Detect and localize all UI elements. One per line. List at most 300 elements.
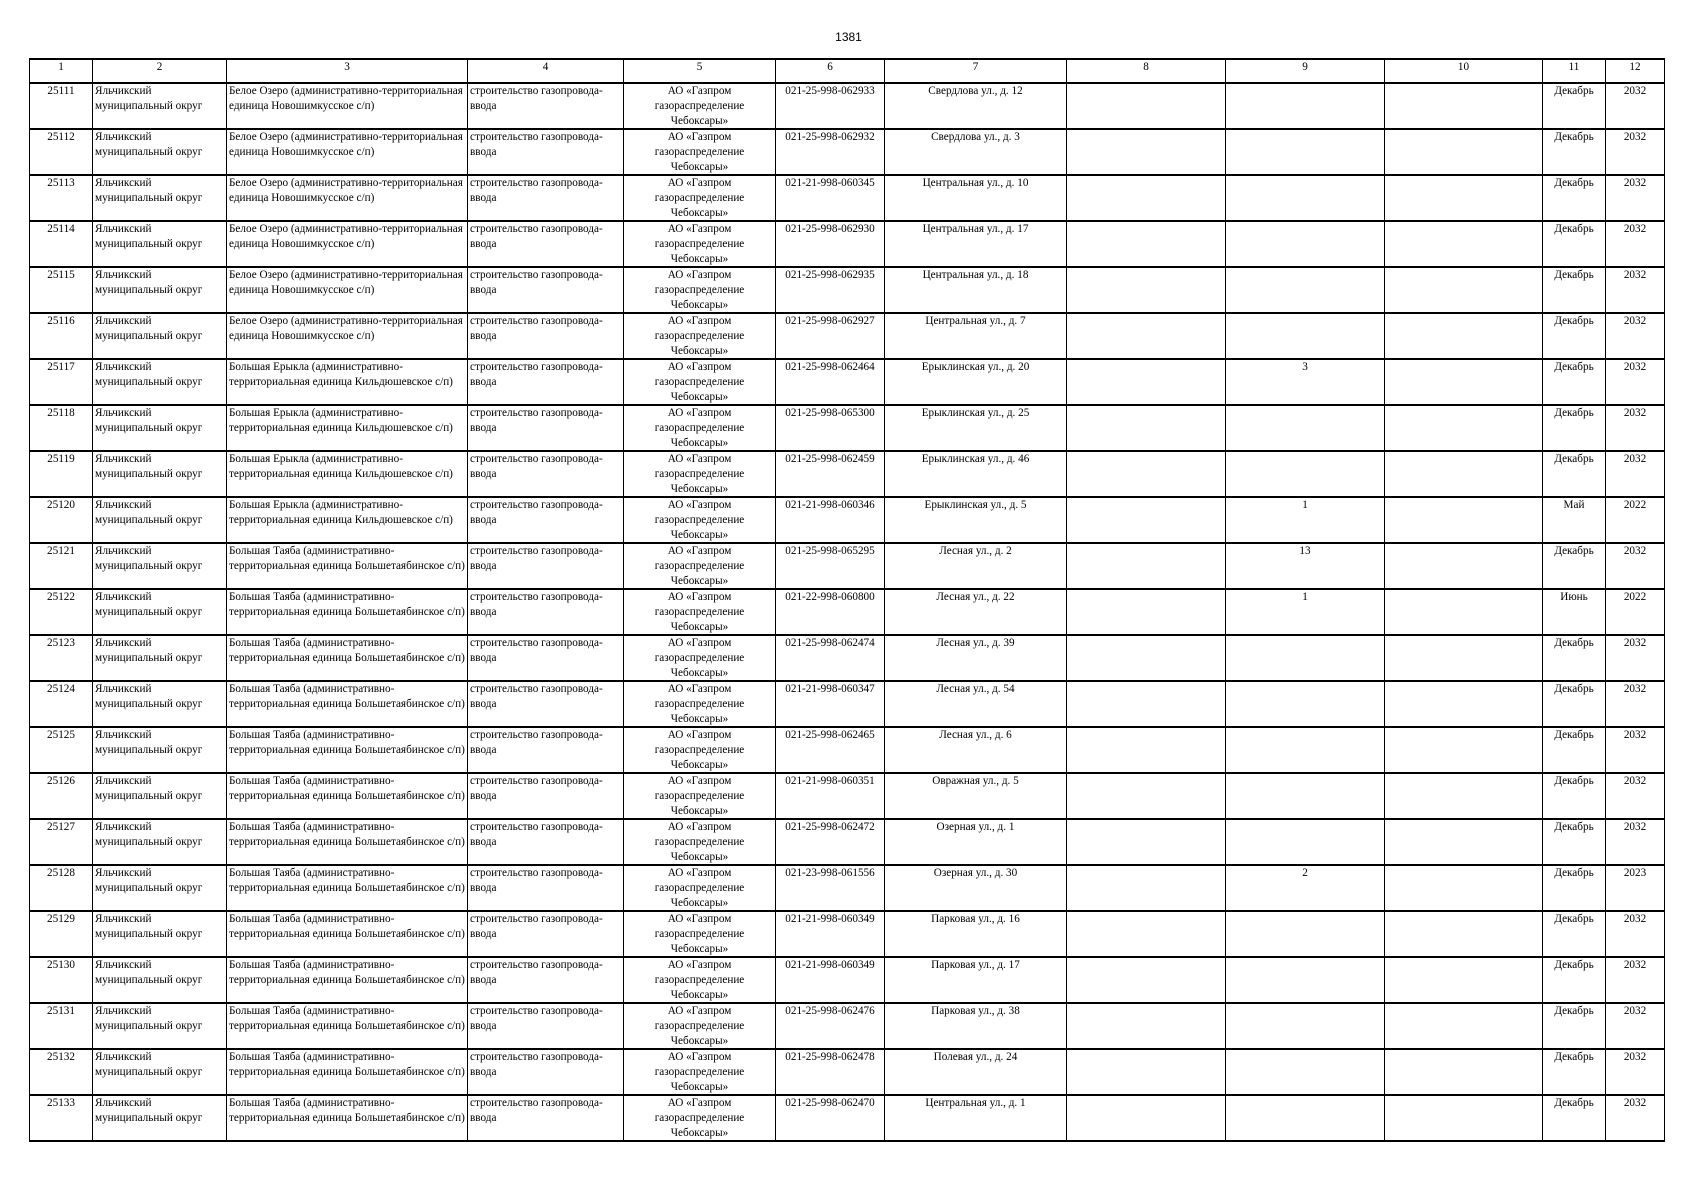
month-cell (1543, 635, 1606, 681)
row-number (30, 635, 93, 681)
column-9-cell-text (1228, 912, 1382, 956)
table-row (30, 773, 1665, 819)
row-number-text: 25120 (47, 499, 75, 511)
organization-cell-text: АО «Газпром газораспределение Чебоксары» (654, 913, 745, 955)
work-type-cell (468, 773, 624, 819)
column-9-cell-text (1228, 820, 1382, 864)
column-10-cell-text (1387, 130, 1540, 174)
address-cell-text: Озерная ул., д. 30 (933, 867, 1018, 879)
district-cell-text: Яльчикский муниципальный округ (95, 775, 203, 802)
month-cell (1543, 497, 1606, 543)
column-8-cell-text (1069, 590, 1223, 634)
address-cell (885, 83, 1067, 129)
work-type-cell (468, 727, 624, 773)
row-number (30, 727, 93, 773)
district-cell-text: Яльчикский муниципальный округ (95, 223, 203, 250)
row-number-text: 25112 (47, 131, 75, 143)
table-row (30, 543, 1665, 589)
year-cell-text: 2032 (1623, 407, 1647, 419)
year-cell-text: 2032 (1623, 821, 1647, 833)
locality-cell (227, 773, 468, 819)
address-cell-text: Овражная ул., д. 5 (932, 775, 1019, 787)
year-cell-text: 2032 (1623, 85, 1647, 97)
organization-cell (624, 635, 776, 681)
column-10-cell (1385, 865, 1543, 911)
object-code-cell-text: 021-25-998-062933 (785, 85, 875, 97)
column-9-cell-text (1228, 1096, 1382, 1140)
row-number (30, 1003, 93, 1049)
column-9-cell (1226, 83, 1385, 129)
district-cell-text: Яльчикский муниципальный округ (95, 269, 203, 296)
work-type-cell-text: строительство газопровода-ввода (470, 361, 603, 388)
year-cell (1606, 175, 1665, 221)
column-10-cell (1385, 1003, 1543, 1049)
month-cell-text: Декабрь (1554, 913, 1594, 925)
column-10-cell (1385, 129, 1543, 175)
year-cell (1606, 635, 1665, 681)
district-cell-text: Яльчикский муниципальный округ (95, 637, 203, 664)
column-9-cell (1226, 543, 1385, 589)
year-cell-text: 2022 (1623, 499, 1647, 511)
year-cell-text: 2032 (1623, 683, 1647, 695)
work-type-cell-text: строительство газопровода-ввода (470, 453, 603, 480)
month-cell (1543, 957, 1606, 1003)
work-type-cell-text: строительство газопровода-ввода (470, 775, 603, 802)
column-9-cell-text (1228, 268, 1382, 312)
work-type-cell-text: строительство газопровода-ввода (470, 315, 603, 342)
address-cell-text: Центральная ул., д. 10 (922, 177, 1029, 189)
work-type-cell (468, 83, 624, 129)
year-cell-text: 2032 (1623, 775, 1647, 787)
month-cell-text: Декабрь (1554, 177, 1594, 189)
address-cell-text: Ерыклинская ул., д. 20 (921, 361, 1030, 373)
organization-cell-text: АО «Газпром газораспределение Чебоксары» (654, 545, 745, 587)
month-cell-text: Декабрь (1554, 1051, 1594, 1063)
row-number (30, 819, 93, 865)
column-10-cell (1385, 221, 1543, 267)
object-code-cell (776, 865, 885, 911)
year-cell-text: 2032 (1623, 131, 1647, 143)
row-number (30, 543, 93, 589)
column-8-cell (1067, 543, 1226, 589)
month-cell (1543, 773, 1606, 819)
address-cell-text: Парковая ул., д. 17 (931, 959, 1020, 971)
column-8-cell (1067, 175, 1226, 221)
district-cell (93, 405, 227, 451)
month-cell-text: Декабрь (1554, 637, 1594, 649)
month-cell-text: Декабрь (1554, 683, 1594, 695)
organization-cell (624, 865, 776, 911)
object-code-cell (776, 359, 885, 405)
column-9-cell (1226, 1049, 1385, 1095)
year-cell-text: 2032 (1623, 453, 1647, 465)
object-code-cell-text: 021-25-998-062476 (785, 1005, 875, 1017)
table-row (30, 1003, 1665, 1049)
column-header: 5 (624, 59, 776, 83)
address-cell (885, 359, 1067, 405)
column-8-cell (1067, 405, 1226, 451)
column-9-cell (1226, 635, 1385, 681)
row-number-text: 25125 (47, 729, 75, 741)
year-cell-text: 2032 (1623, 637, 1647, 649)
table-row (30, 589, 1665, 635)
work-type-cell-text: строительство газопровода-ввода (470, 85, 603, 112)
row-number-text: 25116 (47, 315, 75, 327)
work-type-cell-text: строительство газопровода-ввода (470, 729, 603, 756)
column-header: 8 (1067, 59, 1226, 83)
year-cell-text: 2032 (1623, 545, 1647, 557)
column-10-cell (1385, 451, 1543, 497)
column-10-cell-text (1387, 406, 1540, 450)
object-code-cell (776, 497, 885, 543)
address-cell (885, 1003, 1067, 1049)
table-row (30, 819, 1665, 865)
column-10-cell-text (1387, 544, 1540, 588)
column-9-cell (1226, 957, 1385, 1003)
object-code-cell-text: 021-25-998-062478 (785, 1051, 875, 1063)
column-10-cell (1385, 83, 1543, 129)
row-number (30, 405, 93, 451)
object-code-cell (776, 129, 885, 175)
work-type-cell (468, 221, 624, 267)
year-cell (1606, 267, 1665, 313)
locality-cell (227, 175, 468, 221)
district-cell (93, 1003, 227, 1049)
organization-cell-text: АО «Газпром газораспределение Чебоксары» (654, 315, 745, 357)
column-10-cell (1385, 957, 1543, 1003)
locality-cell (227, 129, 468, 175)
organization-cell-text: АО «Газпром газораспределение Чебоксары» (654, 453, 745, 495)
column-10-cell-text (1387, 1096, 1540, 1140)
address-cell (885, 543, 1067, 589)
column-header: 4 (468, 59, 624, 83)
object-code-cell (776, 773, 885, 819)
row-number (30, 773, 93, 819)
organization-cell-text: АО «Газпром газораспределение Чебоксары» (654, 729, 745, 771)
column-9-cell (1226, 267, 1385, 313)
year-cell (1606, 819, 1665, 865)
column-8-cell-text (1069, 774, 1223, 818)
organization-cell (624, 129, 776, 175)
column-8-cell-text (1069, 820, 1223, 864)
locality-cell-text: Большая Таяба (административно-территориальная единица Большетаябинское с/п) (229, 775, 465, 802)
column-10-cell (1385, 543, 1543, 589)
row-number (30, 267, 93, 313)
year-cell-text: 2032 (1623, 1097, 1647, 1109)
year-cell (1606, 405, 1665, 451)
district-cell (93, 497, 227, 543)
address-cell-text: Свердлова ул., д. 12 (928, 85, 1023, 97)
column-8-cell-text (1069, 406, 1223, 450)
work-type-cell (468, 635, 624, 681)
column-8-cell (1067, 1049, 1226, 1095)
month-cell-text: Декабрь (1554, 85, 1594, 97)
column-8-cell-text (1069, 314, 1223, 358)
row-number-text: 25123 (47, 637, 75, 649)
month-cell (1543, 911, 1606, 957)
month-cell-text: Декабрь (1554, 269, 1594, 281)
column-header: 3 (227, 59, 468, 83)
locality-cell (227, 451, 468, 497)
locality-cell-text: Большая Ерыкла (административно-территориальная единица Кильдюшевское с/п) (229, 453, 453, 480)
locality-cell (227, 911, 468, 957)
column-8-cell (1067, 129, 1226, 175)
column-8-cell (1067, 589, 1226, 635)
object-code-cell-text: 021-25-998-062927 (785, 315, 875, 327)
year-cell-text: 2032 (1623, 269, 1647, 281)
object-code-cell (776, 589, 885, 635)
table-row (30, 911, 1665, 957)
column-10-cell (1385, 1095, 1543, 1141)
column-8-cell-text (1069, 452, 1223, 496)
object-code-cell-text: 021-25-998-062459 (785, 453, 875, 465)
address-cell (885, 865, 1067, 911)
district-cell-text: Яльчикский муниципальный округ (95, 177, 203, 204)
table-row (30, 175, 1665, 221)
district-cell (93, 267, 227, 313)
column-10-cell (1385, 313, 1543, 359)
district-cell (93, 83, 227, 129)
column-9-cell (1226, 819, 1385, 865)
table-row (30, 359, 1665, 405)
row-number-text: 25117 (47, 361, 75, 373)
month-cell (1543, 359, 1606, 405)
column-8-cell-text (1069, 682, 1223, 726)
address-cell (885, 727, 1067, 773)
year-cell-text: 2032 (1623, 315, 1647, 327)
column-9-cell (1226, 175, 1385, 221)
row-number (30, 957, 93, 1003)
row-number (30, 359, 93, 405)
month-cell (1543, 819, 1606, 865)
column-9-cell-text (1228, 314, 1382, 358)
column-10-cell-text (1387, 958, 1540, 1002)
column-9-cell-text: 1 (1302, 499, 1308, 511)
column-8-cell (1067, 359, 1226, 405)
month-cell (1543, 129, 1606, 175)
address-cell-text: Лесная ул., д. 22 (936, 591, 1015, 603)
column-8-cell-text (1069, 728, 1223, 772)
row-number-text: 25133 (47, 1097, 75, 1109)
month-cell (1543, 543, 1606, 589)
column-9-cell (1226, 727, 1385, 773)
column-8-cell (1067, 267, 1226, 313)
year-cell (1606, 359, 1665, 405)
column-10-cell-text (1387, 1050, 1540, 1094)
column-8-cell (1067, 1095, 1226, 1141)
address-cell (885, 497, 1067, 543)
district-cell-text: Яльчикский муниципальный округ (95, 131, 203, 158)
work-type-cell-text: строительство газопровода-ввода (470, 407, 603, 434)
row-number (30, 221, 93, 267)
organization-cell-text: АО «Газпром газораспределение Чебоксары» (654, 269, 745, 311)
locality-cell (227, 957, 468, 1003)
address-cell (885, 681, 1067, 727)
column-10-cell-text (1387, 176, 1540, 220)
work-type-cell (468, 1049, 624, 1095)
organization-cell-text: АО «Газпром газораспределение Чебоксары» (654, 85, 745, 127)
row-number-text: 25131 (47, 1005, 75, 1017)
month-cell-text: Декабрь (1554, 1097, 1594, 1109)
row-number (30, 83, 93, 129)
month-cell-text: Июнь (1560, 591, 1588, 603)
locality-cell (227, 819, 468, 865)
organization-cell (624, 819, 776, 865)
column-header: 10 (1385, 59, 1543, 83)
district-cell (93, 451, 227, 497)
column-10-cell (1385, 727, 1543, 773)
district-cell-text: Яльчикский муниципальный округ (95, 407, 203, 434)
address-cell (885, 175, 1067, 221)
organization-cell-text: АО «Газпром газораспределение Чебоксары» (654, 1051, 745, 1093)
column-9-cell-text (1228, 406, 1382, 450)
column-10-cell (1385, 773, 1543, 819)
column-10-cell-text (1387, 268, 1540, 312)
locality-cell (227, 405, 468, 451)
organization-cell (624, 405, 776, 451)
month-cell (1543, 267, 1606, 313)
year-cell (1606, 957, 1665, 1003)
year-cell-text: 2032 (1623, 913, 1647, 925)
row-number-text: 25118 (47, 407, 75, 419)
locality-cell-text: Белое Озеро (административно-территориальная единица Новошимкусское с/п) (229, 269, 463, 296)
column-8-cell (1067, 83, 1226, 129)
locality-cell (227, 681, 468, 727)
table-row (30, 681, 1665, 727)
column-8-cell-text (1069, 268, 1223, 312)
object-code-cell-text: 021-21-998-060349 (785, 959, 875, 971)
column-9-cell (1226, 773, 1385, 819)
district-cell (93, 681, 227, 727)
locality-cell (227, 865, 468, 911)
object-code-cell (776, 451, 885, 497)
locality-cell-text: Большая Таяба (административно-территориальная единица Большетаябинское с/п) (229, 729, 465, 756)
district-cell-text: Яльчикский муниципальный округ (95, 1051, 203, 1078)
object-code-cell (776, 681, 885, 727)
locality-cell-text: Белое Озеро (административно-территориальная единица Новошимкусское с/п) (229, 177, 463, 204)
organization-cell-text: АО «Газпром газораспределение Чебоксары» (654, 591, 745, 633)
object-code-cell-text: 021-25-998-065295 (785, 545, 875, 557)
table-row (30, 635, 1665, 681)
table-row (30, 1095, 1665, 1141)
column-10-cell-text (1387, 590, 1540, 634)
column-9-cell (1226, 1095, 1385, 1141)
work-type-cell (468, 589, 624, 635)
row-number (30, 1095, 93, 1141)
object-code-cell-text: 021-25-998-062935 (785, 269, 875, 281)
month-cell (1543, 451, 1606, 497)
month-cell (1543, 589, 1606, 635)
address-cell (885, 1095, 1067, 1141)
organization-cell-text: АО «Газпром газораспределение Чебоксары» (654, 867, 745, 909)
column-header: 1 (30, 59, 93, 83)
locality-cell-text: Большая Таяба (административно-территориальная единица Большетаябинское с/п) (229, 1051, 465, 1078)
year-cell-text: 2032 (1623, 1005, 1647, 1017)
district-cell (93, 957, 227, 1003)
column-10-cell-text (1387, 314, 1540, 358)
column-10-cell (1385, 359, 1543, 405)
column-8-cell-text (1069, 866, 1223, 910)
column-8-cell (1067, 221, 1226, 267)
row-number-text: 25128 (47, 867, 75, 879)
address-cell-text: Ерыклинская ул., д. 25 (921, 407, 1030, 419)
page-number: 1381 (835, 30, 862, 44)
work-type-cell (468, 313, 624, 359)
column-10-cell-text (1387, 452, 1540, 496)
locality-cell (227, 313, 468, 359)
organization-cell (624, 451, 776, 497)
work-type-cell (468, 129, 624, 175)
object-code-cell (776, 727, 885, 773)
column-8-cell (1067, 681, 1226, 727)
month-cell-text: Декабрь (1554, 131, 1594, 143)
column-10-cell (1385, 911, 1543, 957)
column-10-cell (1385, 405, 1543, 451)
column-8-cell (1067, 865, 1226, 911)
row-number-text: 25119 (47, 453, 75, 465)
district-cell-text: Яльчикский муниципальный округ (95, 85, 203, 112)
year-cell (1606, 497, 1665, 543)
district-cell (93, 543, 227, 589)
column-9-cell (1226, 865, 1385, 911)
address-cell (885, 221, 1067, 267)
organization-cell-text: АО «Газпром газораспределение Чебоксары» (654, 223, 745, 265)
column-8-cell-text (1069, 1004, 1223, 1048)
object-code-cell-text: 021-21-998-060346 (785, 499, 875, 511)
work-type-cell (468, 497, 624, 543)
column-header: 11 (1543, 59, 1606, 83)
row-number-text: 25129 (47, 913, 75, 925)
column-8-cell (1067, 911, 1226, 957)
district-cell (93, 221, 227, 267)
locality-cell-text: Большая Таяба (административно-территориальная единица Большетаябинское с/п) (229, 683, 465, 710)
row-number (30, 175, 93, 221)
organization-cell-text: АО «Газпром газораспределение Чебоксары» (654, 683, 745, 725)
organization-cell (624, 911, 776, 957)
address-cell (885, 129, 1067, 175)
district-cell-text: Яльчикский муниципальный округ (95, 545, 203, 572)
district-cell (93, 911, 227, 957)
object-code-cell-text: 021-22-998-060800 (785, 591, 875, 603)
row-number-text: 25111 (47, 85, 75, 97)
month-cell-text: Декабрь (1554, 1005, 1594, 1017)
locality-cell-text: Большая Таяба (административно-территориальная единица Большетаябинское с/п) (229, 637, 465, 664)
work-type-cell (468, 819, 624, 865)
column-9-cell (1226, 681, 1385, 727)
address-cell (885, 911, 1067, 957)
column-10-cell (1385, 497, 1543, 543)
table-row (30, 221, 1665, 267)
month-cell-text: Май (1563, 499, 1585, 511)
work-type-cell-text: строительство газопровода-ввода (470, 223, 603, 250)
work-type-cell-text: строительство газопровода-ввода (470, 1097, 603, 1124)
row-number (30, 681, 93, 727)
column-9-cell (1226, 911, 1385, 957)
district-cell (93, 1095, 227, 1141)
column-9-cell-text (1228, 682, 1382, 726)
address-cell (885, 405, 1067, 451)
address-cell (885, 773, 1067, 819)
object-code-cell (776, 819, 885, 865)
column-9-cell (1226, 497, 1385, 543)
locality-cell-text: Большая Таяба (административно-территориальная единица Большетаябинское с/п) (229, 867, 465, 894)
object-code-cell (776, 267, 885, 313)
work-type-cell-text: строительство газопровода-ввода (470, 545, 603, 572)
work-type-cell (468, 957, 624, 1003)
column-header: 2 (93, 59, 227, 83)
column-10-cell (1385, 175, 1543, 221)
column-9-cell-text (1228, 774, 1382, 818)
